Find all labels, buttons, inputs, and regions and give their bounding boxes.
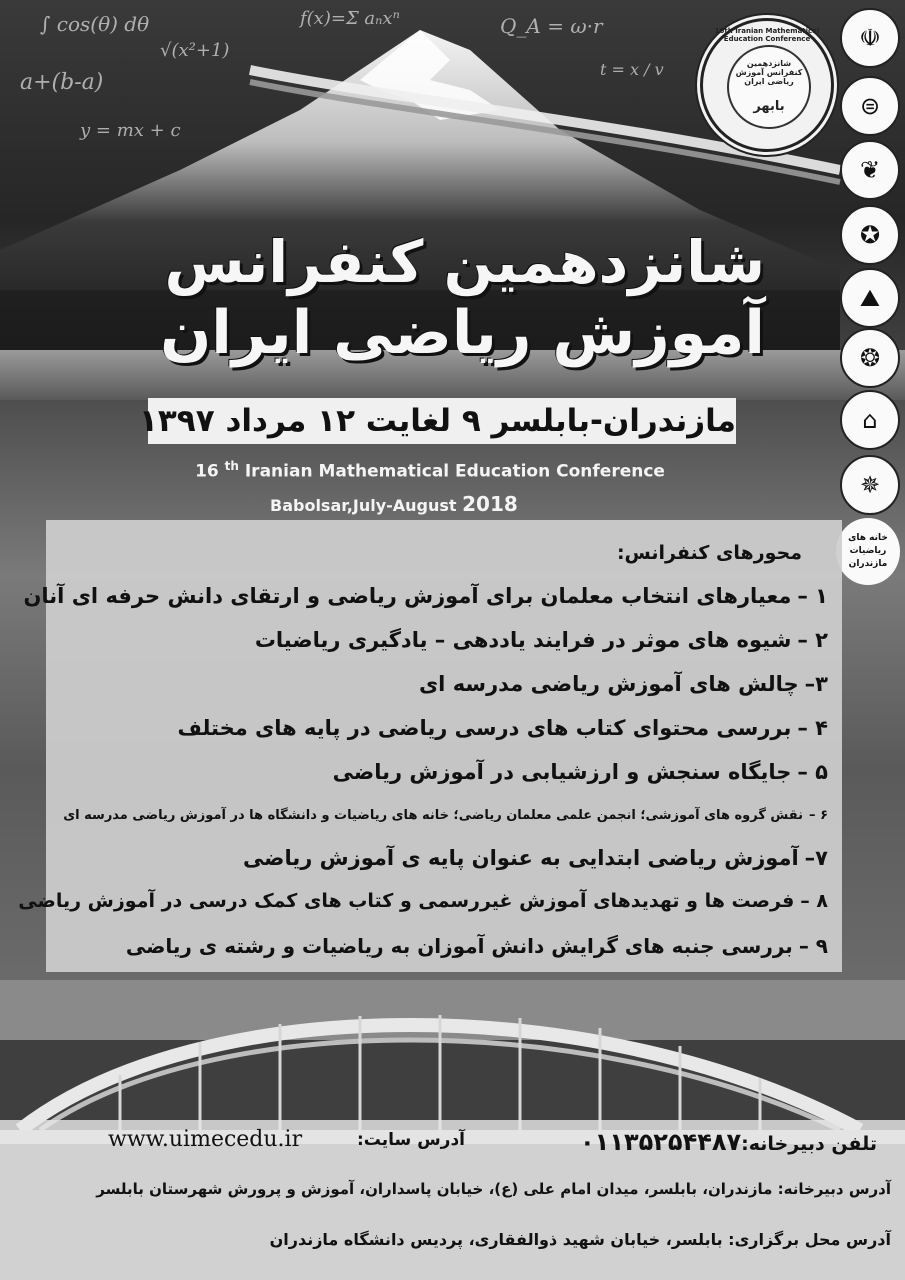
- topic-item: [18, 890, 828, 912]
- site-label: آدرس سایت:: [357, 1130, 465, 1150]
- organization-logo-icon: ⊜: [840, 76, 900, 136]
- topic-text: معیارهای انتخاب معلمان برای آموزش ریاضی و ارتقای دانش حرفه ای آنان: [23, 584, 792, 608]
- math-scribble: ∫ cos(θ) dθ: [40, 12, 150, 36]
- topic-item: [333, 760, 828, 784]
- topic-item: [419, 672, 828, 696]
- topic-number: ۵ –: [797, 760, 828, 784]
- title-line-1: شانزدهمین کنفرانس: [164, 228, 765, 296]
- website-link[interactable]: www.uimecedu.ir: [108, 1127, 303, 1152]
- math-scribble: f(x)=Σ aₙxⁿ: [300, 8, 400, 29]
- math-scribble: a+(b-a): [20, 70, 104, 95]
- topic-number: ۹ –: [798, 934, 828, 958]
- topic-text: فرصت ها و تهدیدهای آموزش غیررسمی و کتاب های کمک درسی در آموزش ریاضی: [18, 890, 795, 912]
- conference-seal: [700, 18, 834, 152]
- english-ordinal: 16: [195, 461, 219, 482]
- english-ordinal-suffix: th: [224, 459, 239, 473]
- society-logo-icon: ❂: [840, 328, 900, 388]
- topic-number: ۲ –: [797, 628, 828, 652]
- math-scribble: Q_A = ω·r: [500, 14, 603, 38]
- seal-ring-text: 16th Iranian Mathematical Education Conference: [714, 27, 820, 43]
- date-band: مازندران-بابلسر ۹ لغایت ۱۲ مرداد ۱۳۹۷: [148, 398, 736, 444]
- topic-number: ۳–: [804, 672, 828, 696]
- topic-number: ۸ –: [800, 890, 828, 912]
- english-title: [130, 459, 730, 482]
- seal-brand: بابهر: [753, 99, 785, 114]
- topic-text: چالش های آموزش ریاضی مدرسه ای: [418, 672, 799, 696]
- phone-label: تلفن دبیرخانه:: [741, 1133, 877, 1155]
- topic-item: [126, 934, 828, 958]
- topic-text: بررسی جنبه های گرایش دانش آموزان به ریاضیات و رشته ی ریاضی: [125, 934, 793, 958]
- topics-heading: محورهای کنفرانس:: [616, 542, 802, 564]
- english-conference-name: Iranian Mathematical Education Conference: [244, 461, 665, 482]
- sponsor-logo-strip: [832, 0, 905, 580]
- topic-item: [63, 808, 828, 823]
- math-scribble: √(x²+1): [160, 40, 230, 61]
- topic-number: ۱ –: [797, 584, 828, 608]
- phone-number: ۰۱۱۳۵۲۵۴۴۸۷: [580, 1128, 742, 1156]
- army-logo-icon: ✵: [840, 455, 900, 515]
- english-location: Babolsar,July-August: [270, 496, 457, 515]
- seal-center-text: شانزدهمین کنفرانس آموزش ریاضی ایران: [735, 59, 803, 86]
- secretariat-address: آدرس دبیرخانه: مازندران، بابلسر، میدان امام علی (ع)، خیابان پاسداران، آموزش و پرورش شهرستان بابلسر: [96, 1180, 891, 1198]
- topic-number: ۷–: [804, 846, 828, 870]
- star-logo-icon: ✪: [840, 205, 900, 265]
- topic-text: جایگاه سنجش و ارزشیابی در آموزش ریاضی: [332, 760, 792, 784]
- topics-box: [18, 520, 842, 972]
- topic-item: [255, 628, 828, 652]
- math-house-logo: خانه های ریاضیات مازندران: [836, 518, 900, 585]
- math-scribble: t = x / v: [600, 60, 664, 79]
- topic-item: [177, 716, 828, 740]
- mountain-logo-icon: ⛰: [840, 268, 900, 328]
- school-logo-icon: ⌂: [840, 390, 900, 450]
- title-line-2: آموزش ریاضی ایران: [160, 298, 765, 368]
- phone-line: [580, 1128, 877, 1156]
- emblem-icon: ☫: [840, 8, 900, 68]
- topic-item: [243, 846, 828, 870]
- topic-number: ۶ –: [809, 808, 828, 823]
- topic-number: ۴ –: [797, 716, 828, 740]
- university-logo-icon: ❦: [840, 140, 900, 200]
- topic-text: شیوه های موثر در فرایند یاددهی – یادگیری ریاضیات: [254, 628, 792, 652]
- topic-item: [23, 584, 828, 608]
- topic-text: بررسی محتوای کتاب های درسی ریاضی در پایه های مختلف: [177, 716, 792, 740]
- venue-address: آدرس محل برگزاری: بابلسر، خیابان شهید ذوالفقاری، پردیس دانشگاه مازندران: [269, 1230, 891, 1249]
- seal-center: [727, 45, 811, 129]
- math-scribble: y = mx + c: [80, 120, 181, 141]
- topic-text: نقش گروه های آموزشی؛ انجمن علمی معلمان ریاضی؛ خانه های ریاضیات و دانشگاه ها در آموزش ریاضی مدرسه ای: [63, 808, 804, 823]
- english-location-date: [270, 492, 518, 516]
- english-year: 2018: [462, 492, 518, 516]
- topic-text: آموزش ریاضی ابتدایی به عنوان پایه ی آموزش ریاضی: [242, 846, 799, 870]
